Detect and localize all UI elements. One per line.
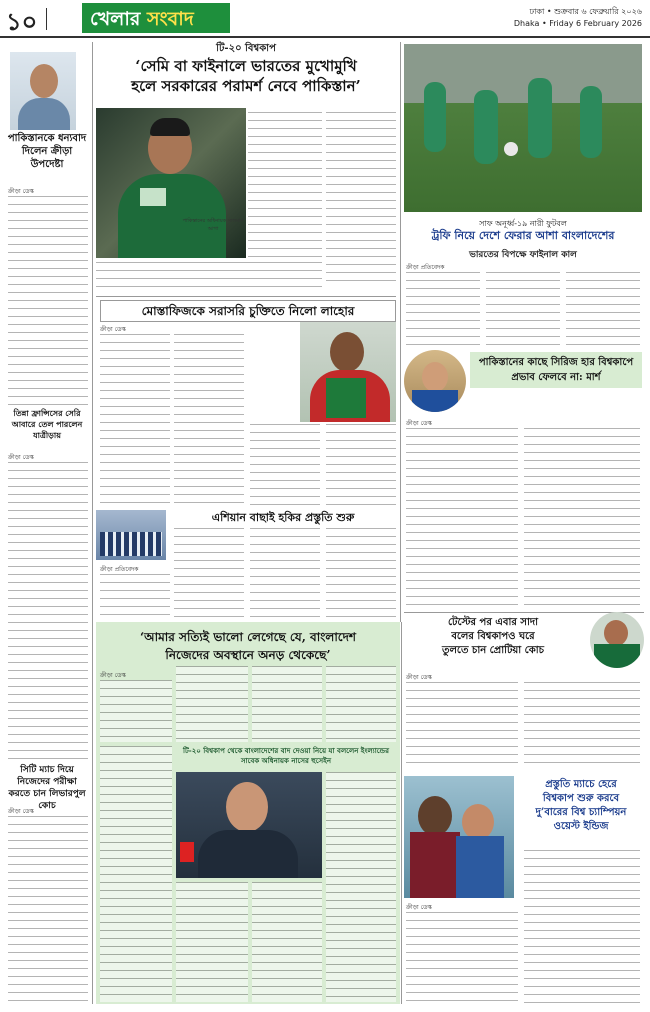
- hockey-team-photo: [96, 510, 166, 560]
- side-story-2-body: [8, 462, 88, 762]
- side-story-1-headline: পাকিস্তানকে ধন্যবাদ দিলেন ক্রীড়া উপদেষ্টা: [7, 133, 87, 170]
- side-story-2-byline: ক্রীড়া ডেস্ক: [8, 454, 34, 461]
- side-story-3-headline: সিটি ম্যাচ দিয়ে নিজেদের পরীক্ষা করতে চান লিভারপুল কোচ: [8, 765, 86, 811]
- masthead-divider: [46, 8, 47, 30]
- second-lead-body-col1: [100, 680, 172, 742]
- mustafiz-body-col2: [174, 334, 244, 506]
- wi-byline: ক্রীড়া ডেস্ক: [406, 904, 432, 911]
- mustafiz-body-col1: [100, 334, 170, 506]
- mustafiz-headline: মোস্তাফিজকে সরাসরি চুক্তিতে নিলো লাহোর: [100, 300, 396, 322]
- football-subhead: ভারতের বিপক্ষে ফাইনাল কাল: [469, 250, 577, 260]
- asian-body-col1: [100, 574, 170, 618]
- football-kicker: সাফ অনূর্ধ্ব-১৯ নারী ফুটবল: [479, 219, 567, 228]
- nasser-hussain-photo: [176, 772, 322, 878]
- date-bangla: ঢাকা • শুক্রবার ৬ ফেব্রুয়ারি ২০২৬: [529, 7, 642, 16]
- lead-headline: ‘সেমি বা ফাইনালে ভারতের মুখোমুখি হলে সরকারের পরামর্শ নেবে পাকিস্তান’: [131, 57, 361, 95]
- second-lead-body-col2b: [176, 882, 248, 1002]
- date-english: Dhaka • Friday 6 February 2026: [513, 19, 642, 28]
- second-lead-byline: ক্রীড়া ডেস্ক: [100, 672, 126, 679]
- lead-photo: [96, 108, 246, 258]
- football-body-col2: [486, 272, 560, 348]
- marsh-photo: [404, 350, 466, 412]
- masthead: [0, 0, 650, 38]
- section-logo: খেলার সংবাদ: [82, 3, 230, 33]
- lead-photo-caption: পাকিস্তানের অধিনায়ক সালমান আগা: [182, 218, 244, 232]
- west-indies-photo: [404, 776, 514, 898]
- mustafiz-byline: ক্রীড়া ডেস্ক: [100, 326, 126, 333]
- marsh-headline: পাকিস্তানের কাছে সিরিজ হার বিশ্বকাপে প্রভাব ফেলবে না: মার্শ: [470, 352, 642, 388]
- column-rule-right: [401, 622, 402, 1004]
- protea-coach-photo: [590, 612, 644, 668]
- side-story-1-byline: ক্রীড়া ডেস্ক: [8, 188, 34, 195]
- column-rule-left: [92, 42, 93, 1004]
- wi-headline: প্রস্তুতি ম্যাচে হেরে বিশ্বকাপ শুরু করবে দু’বারের বিশ্ব চ্যাম্পিয়ন ওয়েস্ট ইন্ডিজ: [535, 779, 627, 832]
- asian-body-col3: [250, 528, 320, 618]
- football-headline: ট্রফি নিয়ে দেশে ফেরার আশা বাংলাদেশের: [431, 229, 615, 242]
- side-story-3-byline: ক্রীড়া ডেস্ক: [8, 808, 34, 815]
- page-number: ১০: [6, 8, 38, 36]
- second-lead-body-col4: [326, 666, 396, 742]
- football-byline: ক্রীড়া প্রতিবেদক: [406, 264, 445, 271]
- protea-headline: টেস্টের পর এবার সাদা বলের বিশ্বকাপও ঘরে তুলতে চান প্রোটিয়া কোচ: [441, 617, 545, 656]
- second-lead-body-col3b: [252, 882, 322, 1002]
- football-body-col1: [406, 272, 480, 348]
- lead-divider: [96, 296, 396, 297]
- mustafiz-body-col4: [326, 424, 396, 508]
- lead-body-bottom: [96, 262, 322, 292]
- mustafiz-body-col3: [250, 424, 320, 508]
- pull-quote: টি-২০ বিশ্বকাপ থেকে বাংলাদেশের বাদ দেওয়া নিয়ে যা বললেন ইংল্যান্ডের সাবেক অধিনায়ক নাসের হুসেইন: [182, 746, 389, 765]
- column-rule-mid: [400, 42, 401, 622]
- protea-body-col2: [524, 682, 640, 770]
- marsh-byline: ক্রীড়া ডেস্ক: [406, 420, 432, 427]
- lead-kicker: টি-২০ বিশ্বকাপ: [216, 43, 276, 54]
- marsh-body-col2: [524, 428, 640, 606]
- asian-byline: ক্রীড়া প্রতিবেদক: [100, 566, 139, 573]
- football-photo: [404, 44, 642, 212]
- lead-body-col1: [248, 112, 322, 258]
- adviser-photo: [10, 52, 76, 130]
- side-story-2-headline: তিন্না ফ্রান্সিসের সেরি আবারে তেল পারলেন যাত্রীড়ায়: [11, 408, 83, 440]
- lead-body-col2: [326, 112, 396, 288]
- football-body-col3: [566, 272, 640, 348]
- second-lead-body-col3: [252, 666, 322, 742]
- side-story-3-body: [8, 816, 88, 1002]
- asian-body-col4: [326, 528, 396, 618]
- wi-body-col2: [524, 850, 640, 1004]
- marsh-body-col1: [406, 428, 518, 606]
- second-lead-body-col4b: [326, 772, 396, 1002]
- second-lead-body-col2: [176, 666, 248, 742]
- second-lead-body-col1b: [100, 746, 172, 1002]
- protea-byline: ক্রীড়া ডেস্ক: [406, 674, 432, 681]
- protea-body-col1: [406, 682, 518, 770]
- second-lead-headline: ‘আমার সত্যিই ভালো লেগেছে যে, বাংলাদেশ নিজেদের অবস্থানে অনড় থেকেছে’: [139, 630, 357, 662]
- masthead-date: [514, 6, 642, 30]
- asian-body-col2: [174, 528, 244, 618]
- wi-body-col1: [406, 912, 518, 1004]
- mustafiz-photo: [300, 322, 396, 422]
- side-story-1-body: [8, 196, 88, 406]
- asian-headline: এশিয়ান বাছাই হকির প্রস্তুতি শুরু: [211, 511, 355, 524]
